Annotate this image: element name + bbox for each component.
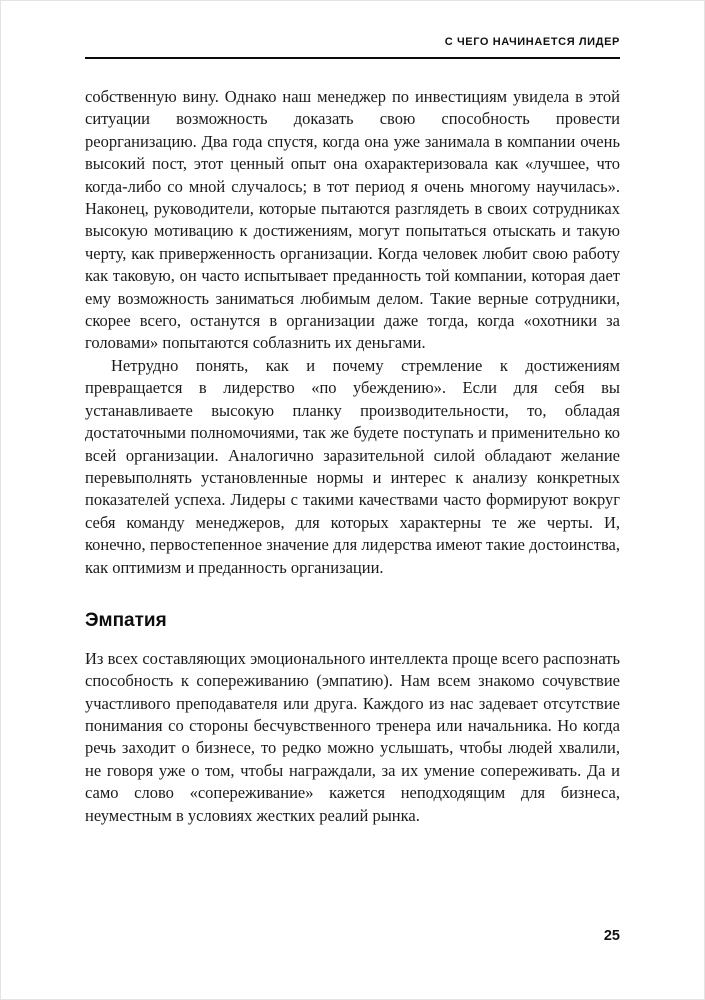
running-header: С ЧЕГО НАЧИНАЕТСЯ ЛИДЕР xyxy=(85,36,620,59)
paragraph: собственную вину. Однако наш менеджер по инвестициям увидела в этой ситуации возможность доказать свою способность провести реорганизацию. Два года спустя, когда она уже занимала в компании очень высокий пост, этот ценный опыт она охарактеризовала как «лучшее, что когда-либо со мной случалось; в тот период я очень многому научилась». Наконец, руководители, которые пытаются разглядеть в своих сотрудниках высокую мотивацию к достижениям, могут попытаться отыскать и такую черту, как приверженность организации. Когда человек любит свою работу как таковую, он часто испытывает преданность той компании, которая дает ему возможность заниматься любимым делом. Такие верные сотрудники, скорее всего, останутся в организации даже тогда, когда «охотники за головами» попытаются соблазнить их деньгами. xyxy=(85,87,620,353)
paragraph: Нетрудно понять, как и почему стремление к достижениям превращается в лидерство «по убеждению». Если для себя вы устанавливаете высокую планку производительности, то, обладая достаточными полномочиями, так же будете поступать и применительно ко всей организации. Аналогично заразительной силой обладают желание перевыполнять установленные нормы и интерес к анализу конкретных показателей успеха. Лидеры с такими качествами часто формируют вокруг себя команду менеджеров, для которых характерны те же черты. И, конечно, первостепенное значение для лидерства имеют такие достоинства, как оптимизм и преданность организации. xyxy=(85,355,620,577)
body-text xyxy=(85,86,620,827)
page-number: 25 xyxy=(603,928,620,944)
section-heading: Эмпатия xyxy=(85,609,167,631)
paragraph: Из всех составляющих эмоционального интеллекта проще всего распознать способность к сопереживанию (эмпатию). Нам всем знакомо сочувствие участливого преподавателя или друга. Каждого из нас задевает отсутствие понимания со стороны бесчувственного тренера или начальника. Но когда речь заходит о бизнесе, то редко можно услышать, чтобы людей хвалили, не говоря уже о том, чтобы награждали, за их умение сопереживать. Да и само слово «сопереживание» кажется неподходящим для бизнеса, неуместным в условиях жестких реалий рынка. xyxy=(85,648,620,825)
